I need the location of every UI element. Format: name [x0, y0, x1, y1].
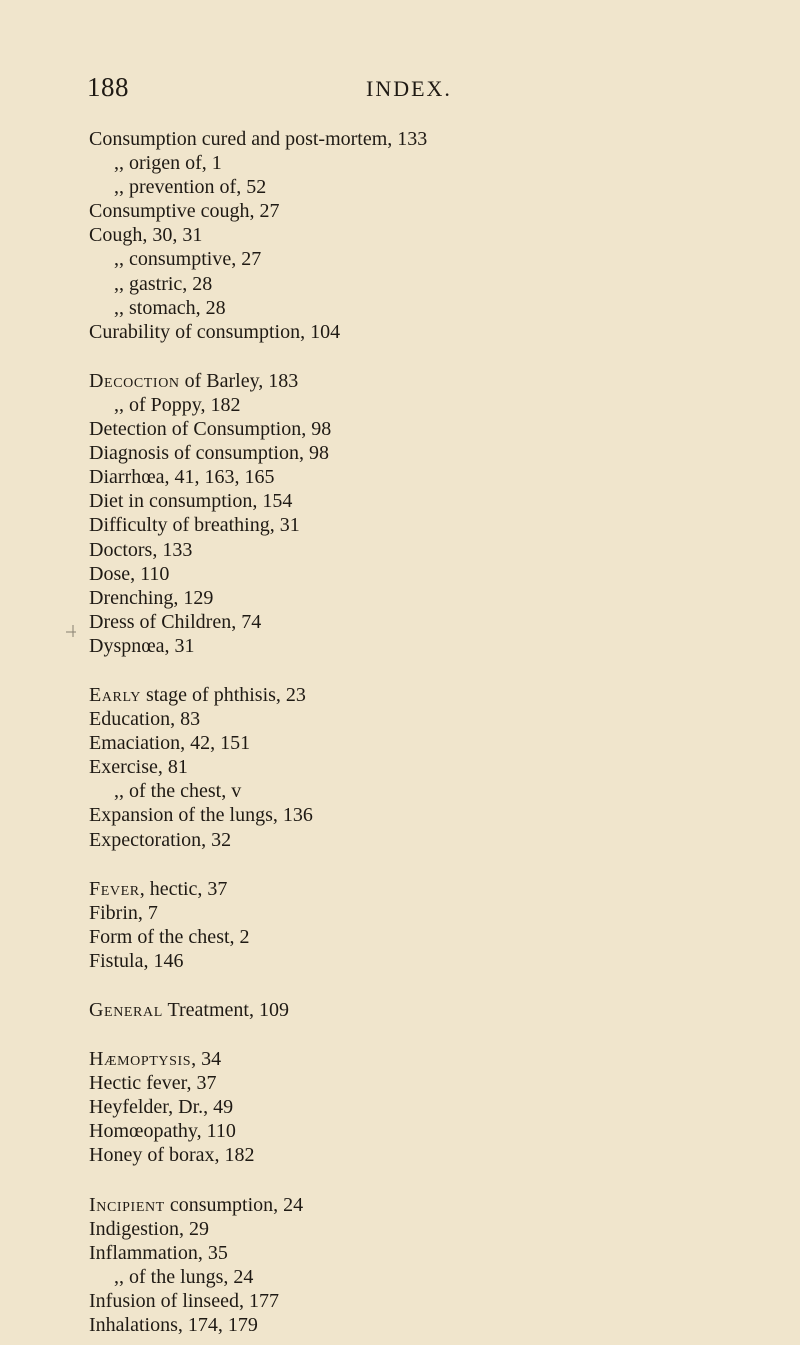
entry-lead-word: Early [89, 683, 141, 706]
index-entry [89, 369, 509, 393]
entry-text: , 34 [191, 1048, 222, 1071]
index-entry [89, 1241, 509, 1265]
index-entry [89, 683, 509, 707]
entry-text: of Barley, 183 [179, 369, 299, 392]
index-entry [89, 610, 509, 634]
index-entry [89, 1265, 509, 1289]
entry-text: Consumption cured and post-mortem, 133 [89, 128, 428, 150]
index-entry [89, 272, 509, 296]
page-header [0, 72, 800, 112]
entry-text: Drenching, 129 [89, 586, 214, 609]
index-entry [89, 634, 509, 658]
index-group [89, 998, 509, 1022]
index-entry [89, 949, 509, 973]
index-group [89, 369, 509, 658]
index-entry [89, 1119, 509, 1143]
entry-lead-word: Fever [89, 877, 140, 900]
index-entry [89, 441, 509, 465]
index-entries [89, 127, 509, 1345]
index-group [89, 683, 509, 852]
entry-text: ,, stomach, 28 [114, 296, 226, 319]
running-head: INDEX. [366, 76, 452, 101]
index-entry [89, 513, 509, 537]
entry-text: Infusion of linseed, 177 [89, 1289, 279, 1312]
margin-mark [72, 625, 74, 637]
index-group [89, 127, 509, 344]
entry-text: ,, of the chest, v [114, 780, 242, 803]
index-entry [89, 538, 509, 562]
entry-text: Emaciation, 42, 151 [89, 732, 251, 755]
index-entry [89, 417, 509, 441]
margin-mark [66, 631, 76, 633]
entry-text: , hectic, 37 [139, 877, 228, 900]
entry-text: Treatment, 109 [162, 999, 289, 1021]
index-entry [89, 586, 509, 610]
index-entry [89, 489, 509, 513]
entry-text: stage of phthisis, 23 [140, 683, 306, 706]
entry-text: ,, gastric, 28 [114, 272, 213, 295]
entry-text: ,, of the lungs, 24 [114, 1265, 254, 1288]
index-entry [89, 803, 509, 827]
index-entry [89, 731, 509, 755]
index-entry [89, 465, 509, 489]
index-entry [89, 223, 509, 247]
index-entry [89, 1217, 509, 1241]
index-entry [89, 1313, 509, 1337]
entry-text: Inflammation, 35 [89, 1241, 228, 1264]
entry-lead-word: Hæmoptysis [89, 1048, 192, 1071]
index-entry [89, 877, 509, 901]
index-entry [89, 320, 509, 344]
entry-text: ,, of Poppy, 182 [114, 393, 241, 416]
index-entry [89, 247, 509, 271]
entry-text: Cough, 30, 31 [89, 224, 203, 247]
index-group [89, 1193, 509, 1338]
entry-text: Expansion of the lungs, 136 [89, 804, 313, 827]
entry-text: consumption, 24 [164, 1193, 304, 1216]
index-entry [89, 562, 509, 586]
index-entry [89, 199, 509, 223]
index-entry [89, 175, 509, 199]
index-entry [89, 779, 509, 803]
entry-text: Difficulty of breathing, 31 [89, 514, 300, 537]
entry-text: Diet in consumption, 154 [89, 490, 293, 513]
entry-text: Homœopathy, 110 [89, 1120, 236, 1143]
entry-text: Consumptive cough, 27 [89, 200, 280, 223]
entry-text: Curability of consumption, 104 [89, 320, 341, 343]
index-entry [89, 1095, 509, 1119]
index-entry [89, 925, 509, 949]
index-entry [89, 1047, 509, 1071]
index-entry [89, 828, 509, 852]
index-entry [89, 127, 509, 151]
entry-text: ,, consumptive, 27 [114, 248, 262, 271]
index-group [89, 1047, 509, 1167]
entry-text: Form of the chest, 2 [89, 925, 250, 948]
entry-text: Doctors, 133 [89, 538, 193, 561]
entry-text: Education, 83 [89, 708, 201, 731]
entry-text: Heyfelder, Dr., 49 [89, 1096, 234, 1119]
index-entry [89, 998, 509, 1022]
entry-text: Detection of Consumption, 98 [89, 418, 332, 441]
entry-text: ,, origen of, 1 [114, 152, 222, 175]
entry-text: Exercise, 81 [89, 756, 188, 779]
index-entry [89, 1193, 509, 1217]
page-number: 188 [87, 72, 129, 102]
index-group [89, 877, 509, 973]
index-entry [89, 707, 509, 731]
entry-lead-word: Incipient [89, 1193, 165, 1216]
entry-text: ,, prevention of, 52 [114, 176, 267, 199]
entry-text: Expectoration, 32 [89, 828, 232, 851]
entry-text: Dyspnœa, 31 [89, 634, 195, 657]
index-entry [89, 296, 509, 320]
entry-text: Inhalations, 174, 179 [89, 1314, 258, 1337]
entry-text: Diarrhœa, 41, 163, 165 [89, 466, 275, 489]
index-entry [89, 1071, 509, 1095]
entry-text: Dress of Children, 74 [89, 610, 262, 633]
entry-text: Honey of borax, 182 [89, 1144, 255, 1167]
index-entry [89, 1289, 509, 1313]
entry-lead-word: General [89, 999, 163, 1021]
index-entry [89, 393, 509, 417]
entry-text: Fibrin, 7 [89, 901, 158, 924]
entry-text: Fistula, 146 [89, 949, 184, 972]
entry-text: Dose, 110 [89, 562, 170, 585]
index-entry [89, 755, 509, 779]
index-entry [89, 151, 509, 175]
entry-text: Diagnosis of consumption, 98 [89, 442, 329, 465]
index-entry [89, 1143, 509, 1167]
entry-lead-word: Decoction [89, 369, 180, 392]
entry-text: Hectic fever, 37 [89, 1072, 217, 1095]
index-entry [89, 901, 509, 925]
entry-text: Indigestion, 29 [89, 1217, 209, 1240]
